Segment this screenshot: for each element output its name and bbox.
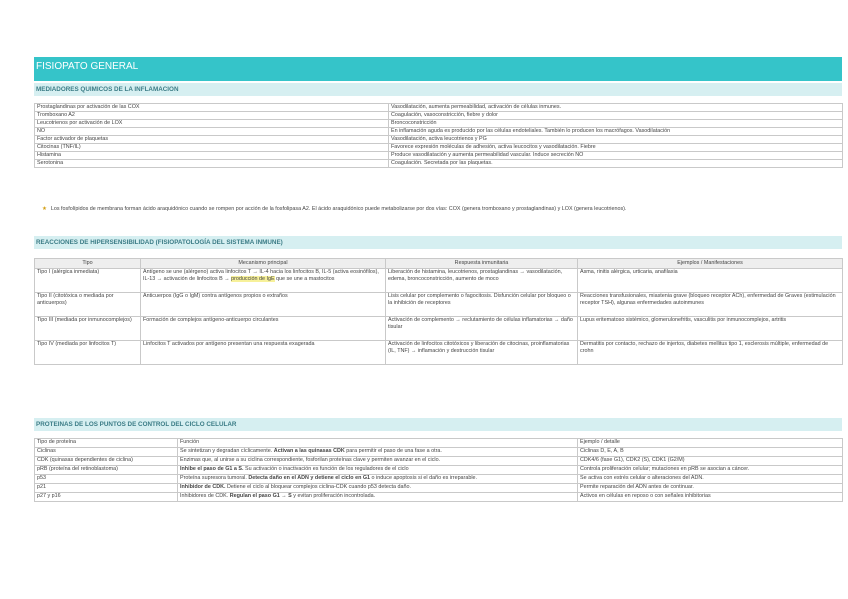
funcion-text: Inhibidores de CDK. [180,493,230,499]
cell-ejemplo: Ciclinas D, E, A, B [578,448,843,457]
cell-funcion [178,493,578,502]
table-row [35,448,843,457]
cell-ejemplo: Se activa con estrés celular o alteraciones del ADN. [578,475,843,484]
table-row [35,269,843,293]
cell-mediador: Prostaglandinas por activación de las COX [35,104,389,112]
cell-tipo: p21 [35,484,178,493]
funcion-text: Su activación o inactivación es función de los reguladores de el ciclo [243,466,409,472]
cell-mecanismo: Formación de complejos antígeno-anticuerpo circulantes [141,317,386,341]
section-header-hipersensibilidad: REACCIONES DE HIPERSENSIBILIDAD (FISIOPATOLOGÍA DEL SISTEMA INMUNE) [34,236,842,249]
cell-ejemplo: Permite reparación del ADN antes de continuar. [578,484,843,493]
funcion-text: Proteína supresora tumoral. [180,475,249,481]
cell-ejemplos: Asma, rinitis alérgica, urticaria, anafilaxia [578,269,843,293]
hypersensitivity-table [34,258,843,365]
section-header-mediadores: MEDIADORES QUIMICOS DE LA INFLAMACION [34,83,842,96]
funcion-text: Detiene el ciclo al bloquear complejos ciclina-CDK cuando p53 detecta daño. [225,484,412,490]
section-header-proteinas: PROTEINAS DE LOS PUNTOS DE CONTROL DEL CICLO CELULAR [34,418,842,431]
cell-tipo: Tipo IV (mediada por linfocitos T) [35,341,141,365]
star-icon: ★ [42,206,47,212]
header-cell: Ejemplo / detalle [578,439,843,448]
cell-efecto: Produce vasodilatación y aumenta permeabilidad vascular. Induce secreción NO [389,152,843,160]
cell-efecto: Coagulación. Secretada por las plaquetas. [389,160,843,168]
cell-tipo: CDK (quinasas dependientes de ciclina) [35,457,178,466]
cell-tipo: Tipo II (citotóxica o mediada por anticuerpos) [35,293,141,317]
header-cell: Respuesta inmunitaria [386,259,578,269]
cell-mediador: Factor activador de plaquetas [35,136,389,144]
cell-mediador: Leucotrienos por activación de LOX [35,120,389,128]
proteins-table [34,438,843,502]
cell-efecto: Broncoconstricción [389,120,843,128]
cell-mediador: NO [35,128,389,136]
funcion-text: y evitan proliferación incontrolada. [291,493,376,499]
funcion-text: para permitir el paso de una fase a otra. [344,448,442,454]
table-row [35,475,843,484]
cell-mecanismo [141,269,386,293]
cell-ejemplos: Reacciones transfusionales, miastenia grave (bloqueo receptor ACh), enfermedad de Graves (estimulación receptor TSH), algunas enfermedades autoinmunes [578,293,843,317]
cell-tipo: Tipo III (mediada por inmunocomplejos) [35,317,141,341]
cell-mediador: Serotonina [35,160,389,168]
cell-respuesta: Activación de complemento → reclutamiento de células inflamatorias → daño tisular [386,317,578,341]
cell-tipo: p27 y p16 [35,493,178,502]
cell-efecto: En inflamación aguda es producido por las células endoteliales. También lo producen los macrófagos. Vasodilatación [389,128,843,136]
cell-mediador: Histamina [35,152,389,160]
note [42,206,842,213]
highlight-text: producción de IgE [231,276,275,282]
table-row [35,293,843,317]
funcion-text: Se sintetizan y degradan cíclicamente. [180,448,274,454]
table-row [35,152,843,160]
cell-efecto: Favorece expresión moléculas de adhesión, activa leucocitos y vasodilatación. Fiebre [389,144,843,152]
table-row [35,317,843,341]
bold-text: Activan a las quinasas CDK [273,448,345,454]
funcion-text: Enzimas que, al unirse a su ciclina correspondiente, fosforilan proteínas clave y permiten avanzar en el ciclo. [180,457,441,463]
bold-text: Detecta daño en el ADN y detiene el ciclo en G1 [248,475,371,481]
cell-ejemplo: Controla proliferación celular; mutaciones en pRB se asocian a cáncer. [578,466,843,475]
mec-text: Antígeno se une (alérgeno) activa linfocitos T → IL-4 hacia los linfocitos B, IL-5 (activa eosinófilos), IL-13 → activación de linfocitos B → [143,269,379,282]
cell-mediador: Tromboxano A2 [35,112,389,120]
cell-funcion [178,457,578,466]
cell-ejemplos: Lupus eritematoso sistémico, glomerulonefritis, vasculitis por inmunocomplejos, artritis [578,317,843,341]
cell-ejemplo: CDK4/6 (fase G1), CDK2 (S), CDK1 (G2/M) [578,457,843,466]
table-row [35,128,843,136]
cell-funcion [178,466,578,475]
page-title: FISIOPATO GENERAL [34,57,842,81]
cell-efecto: Vasodilatación, aumenta permeabilidad, activación de células inmunes. [389,104,843,112]
cell-mecanismo: Linfocitos T activados por antígeno presentan una respuesta exagerada [141,341,386,365]
cell-tipo: Tipo I (alérgica inmediata) [35,269,141,293]
header-cell: Tipo [35,259,141,269]
cell-mediador: Citocinas (TNF/IL) [35,144,389,152]
cell-respuesta: Activación de linfocitos citotóxicos y liberación de citocinas, proinflamatorias (IL, TNF) → inflamación y destrucción tisular [386,341,578,365]
cell-ejemplo: Activos en células en reposo o con señales inhibitorias [578,493,843,502]
header-cell: Función [178,439,578,448]
mediators-table [34,103,843,168]
cell-funcion [178,448,578,457]
table-header-row [35,439,843,448]
funcion-text: o induce apoptosis si el daño es irreparable. [370,475,478,481]
mec-text: que se une a mastocitos [274,276,335,282]
table-row [35,493,843,502]
table-row [35,484,843,493]
cell-tipo: p53 [35,475,178,484]
cell-funcion [178,484,578,493]
table-row [35,120,843,128]
cell-tipo: pRB (proteína del retinoblastoma) [35,466,178,475]
table-row [35,144,843,152]
cell-respuesta: Liberación de histamina, leucotrienos, prostaglandinas → vasodilatación, edema, broncoconstricción, aumento de moco [386,269,578,293]
cell-funcion [178,475,578,484]
bold-text: Inhibidor de CDK. [180,484,226,490]
cell-efecto: Coagulación, vasoconstricción, fiebre y dolor [389,112,843,120]
header-cell: Tipo de proteína [35,439,178,448]
table-row [35,104,843,112]
table-row [35,160,843,168]
cell-respuesta: Lisis celular por complemento o fagocitosis. Disfunción celular por bloqueo o la inhibición de receptores [386,293,578,317]
table-row [35,341,843,365]
table-row [35,112,843,120]
bold-text: Inhibe el paso de G1 a S. [180,466,244,472]
note-text: Los fosfolípidos de membrana forman ácido araquidónico cuando se rompen por acción de la fosfolipasa A2. El ácido araquidónico puede metabolizarse por dos vías: COX (genera tromboxano y prostaglandinas) y LOX (genera leucotrienos). [50,206,627,212]
cell-tipo: Ciclinas [35,448,178,457]
bold-text: Regulan el paso G1 → S [229,493,292,499]
cell-ejemplos: Dermatitis por contacto, rechazo de injertos, diabetes mellitus tipo 1, esclerosis múltiple, enfermedad de crohn [578,341,843,365]
table-row [35,136,843,144]
cell-efecto: Vasodilatación, activa leucotrienos y PG [389,136,843,144]
header-cell: Ejemplos / Manifestaciones [578,259,843,269]
table-row [35,466,843,475]
table-row [35,457,843,466]
header-cell: Mecanismo principal [141,259,386,269]
cell-mecanismo: Anticuerpos (IgG o IgM) contra antígenos propios o extraños [141,293,386,317]
